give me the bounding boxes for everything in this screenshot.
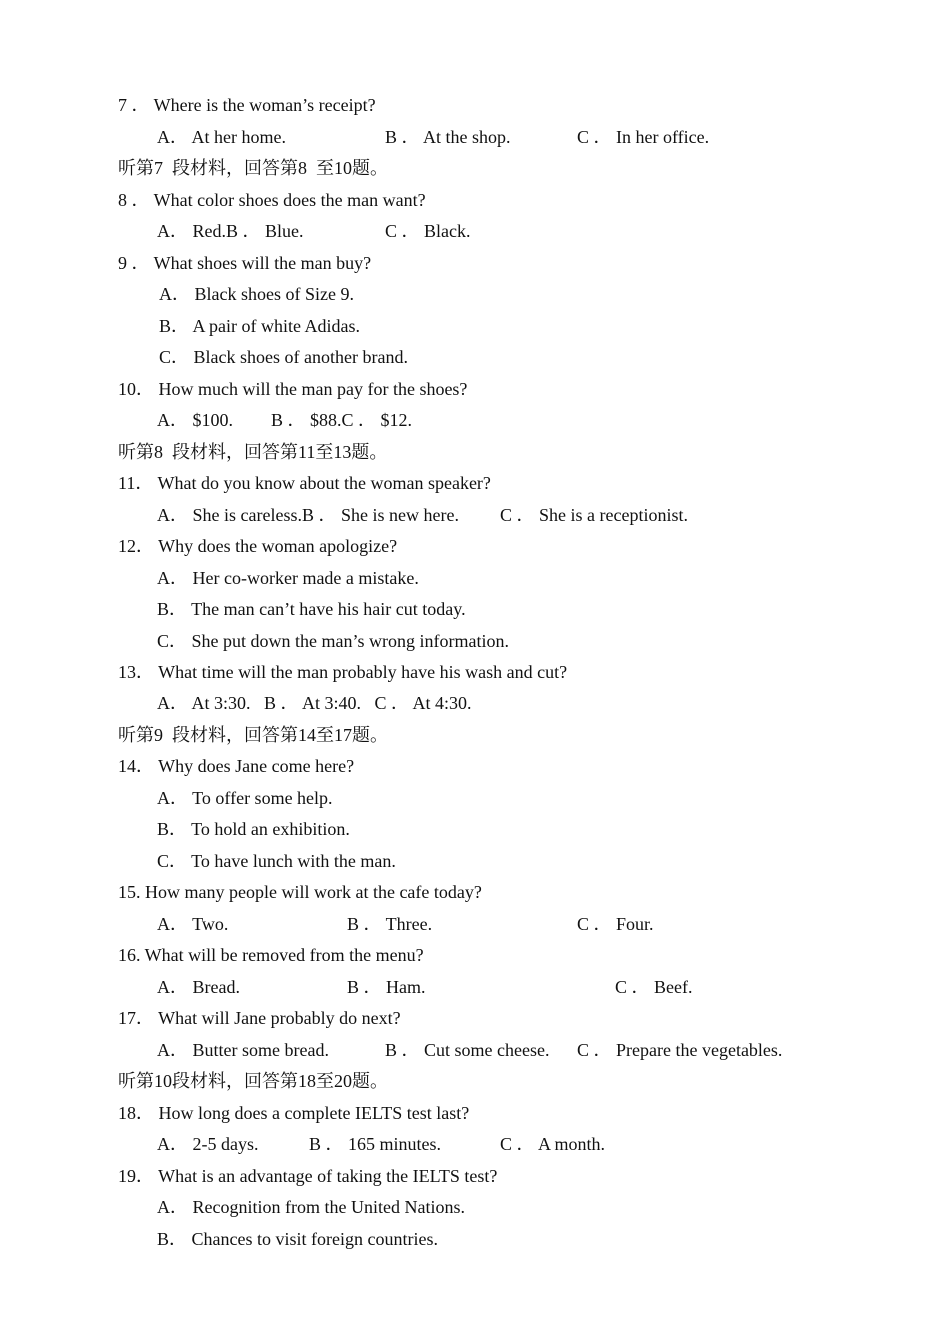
question-11: 11． What do you know about the woman speaker? bbox=[118, 473, 491, 493]
option-15c: C ． Four. bbox=[577, 914, 654, 934]
option-14a: A． To offer some help. bbox=[157, 788, 333, 808]
option-12b: B． The man can’t have his hair cut today. bbox=[157, 599, 466, 619]
option-10a: A． $100. bbox=[157, 410, 233, 430]
option-15a: A． Two. bbox=[157, 914, 229, 934]
question-12: 12． Why does the woman apologize? bbox=[118, 536, 398, 556]
option-17a: A． Butter some bread. bbox=[157, 1040, 329, 1060]
option-12a: A． Her co-worker made a mistake. bbox=[157, 568, 419, 588]
option-7b: B ． At the shop. bbox=[385, 127, 511, 147]
option-15b: B ． Three. bbox=[347, 914, 433, 934]
option-9c: C． Black shoes of another brand. bbox=[159, 347, 408, 367]
option-17b: B ． Cut some cheese. bbox=[385, 1040, 550, 1060]
section-heading-8: 听第8 段材料，回答第11至13题。 bbox=[118, 442, 388, 462]
section-heading-10: 听第10段材料，回答第18至20题。 bbox=[118, 1071, 388, 1091]
option-13abc: A． At 3:30. B ． At 3:40. C ． At 4:30. bbox=[157, 693, 472, 713]
option-7a: A． At her home. bbox=[157, 127, 286, 147]
question-18: 18． How long does a complete IELTS test last? bbox=[118, 1103, 470, 1123]
option-10bc: B ． $88.C ． $12. bbox=[271, 410, 413, 430]
question-14: 14． Why does Jane come here? bbox=[118, 756, 355, 776]
option-9b: B． A pair of white Adidas. bbox=[159, 316, 360, 336]
option-14c: C． To have lunch with the man. bbox=[157, 851, 396, 871]
question-9: 9 ． What shoes will the man buy? bbox=[118, 253, 372, 273]
question-10: 10． How much will the man pay for the shoes? bbox=[118, 379, 468, 399]
option-7c: C ． In her office. bbox=[577, 127, 710, 147]
option-18a: A． 2-5 days. bbox=[157, 1134, 259, 1154]
question-8: 8 ． What color shoes does the man want? bbox=[118, 190, 426, 210]
option-18b: B ． 165 minutes. bbox=[309, 1134, 442, 1154]
question-7: 7 ． Where is the woman’s receipt? bbox=[118, 95, 376, 115]
section-heading-9: 听第9 段材料，回答第14至17题。 bbox=[118, 725, 388, 745]
option-11ab: A． She is careless.B ． She is new here. bbox=[157, 505, 459, 525]
question-19: 19． What is an advantage of taking the IELTS test? bbox=[118, 1166, 498, 1186]
question-16: 16. What will be removed from the menu? bbox=[118, 945, 424, 965]
section-heading-7: 听第7 段材料，回答第8 至10题。 bbox=[118, 158, 388, 178]
option-12c: C． She put down the man’s wrong information. bbox=[157, 631, 509, 651]
question-13: 13． What time will the man probably have his wash and cut? bbox=[118, 662, 568, 682]
question-15: 15. How many people will work at the cafe today? bbox=[118, 882, 482, 902]
option-9a: A． Black shoes of Size 9. bbox=[159, 284, 354, 304]
option-17c: C ． Prepare the vegetables. bbox=[577, 1040, 783, 1060]
option-16a: A． Bread. bbox=[157, 977, 240, 997]
option-19a: A． Recognition from the United Nations. bbox=[157, 1197, 465, 1217]
option-8c: C ． Black. bbox=[385, 221, 471, 241]
option-16b: B ． Ham. bbox=[347, 977, 426, 997]
option-8ab: A． Red.B ． Blue. bbox=[157, 221, 304, 241]
option-14b: B． To hold an exhibition. bbox=[157, 819, 350, 839]
option-18c: C ． A month. bbox=[500, 1134, 606, 1154]
question-17: 17． What will Jane probably do next? bbox=[118, 1008, 401, 1028]
option-11c: C ． She is a receptionist. bbox=[500, 505, 688, 525]
option-16c: C ． Beef. bbox=[615, 977, 693, 997]
option-19b: B． Chances to visit foreign countries. bbox=[157, 1229, 438, 1249]
